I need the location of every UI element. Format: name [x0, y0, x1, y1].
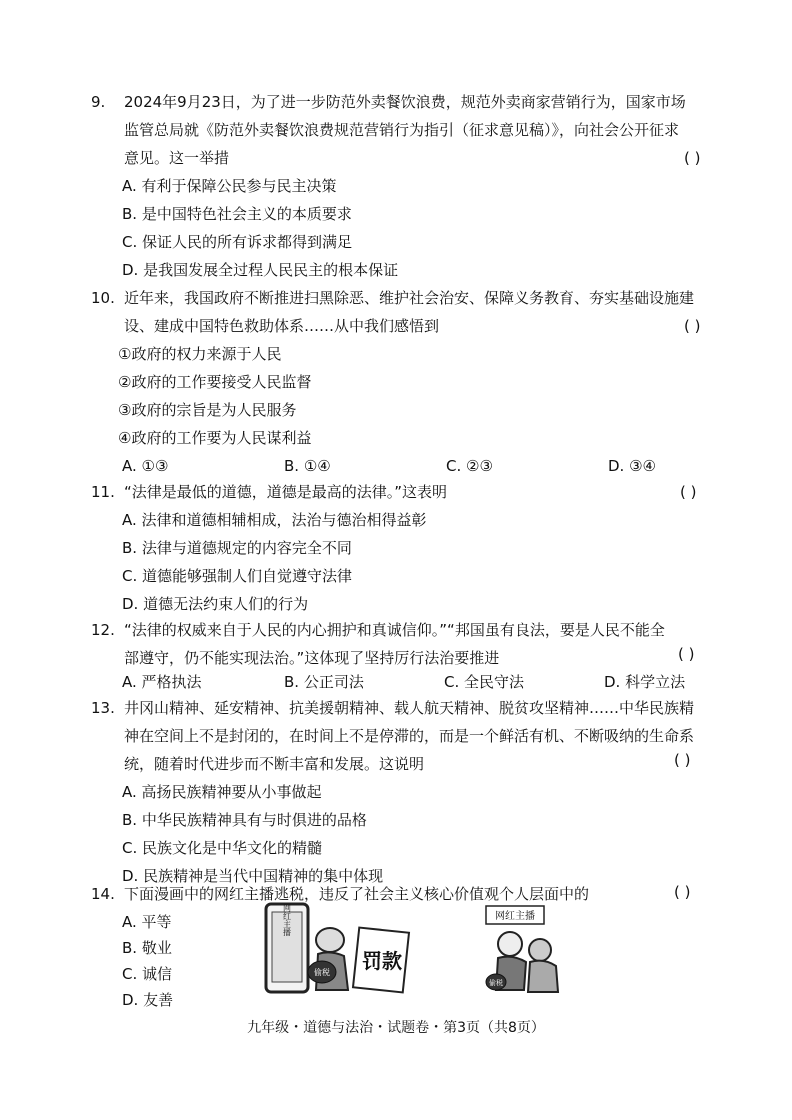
question-number: 12. [91, 621, 115, 639]
question-stem-line: 神在空间上不是封闭的，在时间上不是停滞的，而是一个鲜活有机、不断吸纳的生命系 [124, 727, 695, 745]
option-a: A. 平等 [122, 913, 172, 931]
question-number: 14. [91, 885, 115, 903]
option-d: D. ③④ [608, 457, 656, 475]
option-b: B. 敬业 [122, 939, 172, 957]
option-d: D. 是我国发展全过程人民民主的根本保证 [122, 261, 399, 279]
statement-item: ②政府的工作要接受人民监督 [118, 373, 312, 391]
question-stem-line: 统，随着时代进步而不断丰富和发展。这说明 [124, 755, 425, 773]
question-stem-line: 监管总局就《防范外卖餐饮浪费规范营销行为指引（征求意见稿）》，向社会公开征求 [124, 121, 680, 139]
statement-item: ①政府的权力来源于人民 [118, 345, 282, 363]
question-number: 9. [91, 93, 106, 111]
question-number: 10. [91, 289, 115, 307]
option-a: A. ①③ [122, 457, 169, 475]
question-stem-line: 设、建成中国特色救助体系……从中我们感悟到 [124, 317, 440, 335]
option-a: A. 严格执法 [122, 673, 202, 691]
cartoon-caught-illustration [466, 900, 576, 1000]
option-b: B. 公正司法 [284, 673, 364, 691]
option-a: A. 高扬民族精神要从小事做起 [122, 783, 322, 801]
question-stem-line: 近年来，我国政府不断推进扫黑除恶、维护社会治安、保障义务教育、夯实基础设施建 [124, 289, 695, 307]
statement-item: ④政府的工作要为人民谋利益 [118, 429, 312, 447]
question-stem-line: “法律是最低的道德，道德是最高的法律。”这表明 [124, 483, 448, 501]
question-stem-line: 2024年9月23日，为了进一步防范外卖餐饮浪费，规范外卖商家营销行为，国家市场 [124, 93, 686, 111]
option-a: A. 有利于保障公民参与民主决策 [122, 177, 337, 195]
cartoon-fine-illustration [262, 900, 412, 1000]
option-b: B. 法律与道德规定的内容完全不同 [122, 539, 352, 557]
option-a: A. 法律和道德相辅相成，法治与德治相得益彰 [122, 511, 427, 529]
question-stem-line: 下面漫画中的网红主播逃税，违反了社会主义核心价值观个人层面中的 [124, 885, 590, 903]
officer-body [528, 961, 558, 992]
option-c: C. ②③ [446, 457, 493, 475]
option-b: B. 中华民族精神具有与时俱进的品格 [122, 811, 367, 829]
option-c: C. 民族文化是中华文化的精髓 [122, 839, 323, 857]
phone-label: 网红主播 [282, 904, 292, 936]
figure-head [498, 932, 522, 956]
answer-parenthesis: ( ) [674, 751, 691, 769]
answer-parenthesis: ( ) [674, 883, 691, 901]
answer-parenthesis: ( ) [684, 149, 701, 167]
question-stem-line: 部遵守，仍不能实现法治。”这体现了坚持厉行法治要推进 [124, 649, 500, 667]
question-stem-line: “法律的权威来自于人民的内心拥护和真诚信仰。”“邦国虽有良法，要是人民不能全 [124, 621, 665, 639]
option-d: D. 道德无法约束人们的行为 [122, 595, 309, 613]
statement-item: ③政府的宗旨是为人民服务 [118, 401, 297, 419]
option-c: C. 道德能够强制人们自觉遵守法律 [122, 567, 353, 585]
option-d: D. 科学立法 [604, 673, 686, 691]
question-number: 11. [91, 483, 115, 501]
officer-head [529, 939, 551, 961]
option-d: D. 友善 [122, 991, 174, 1009]
option-b: B. 是中国特色社会主义的本质要求 [122, 205, 352, 223]
answer-parenthesis: ( ) [680, 483, 697, 501]
streamer-head [316, 928, 344, 952]
option-d: D. 民族精神是当代中国精神的集中体现 [122, 867, 384, 885]
option-c: C. 全民守法 [444, 673, 525, 691]
option-b: B. ①④ [284, 457, 331, 475]
bag-label: 偷税 [314, 968, 330, 977]
question-stem-line: 井冈山精神、延安精神、抗美援朝精神、载人航天精神、脱贫攻坚精神……中华民族精 [124, 699, 695, 717]
option-c: C. 诚信 [122, 965, 173, 983]
option-c: C. 保证人民的所有诉求都得到满足 [122, 233, 353, 251]
page-footer: 九年级・道德与法治・试题卷・第3页（共8页） [247, 1020, 545, 1036]
streamer-sign-text: 网红主播 [495, 911, 535, 922]
answer-parenthesis: ( ) [678, 645, 695, 663]
question-number: 13. [91, 699, 115, 717]
question-stem-line: 意见。这一举措 [124, 149, 230, 167]
answer-parenthesis: ( ) [684, 317, 701, 335]
fine-sign-text: 罚款 [362, 949, 402, 973]
bag-label: 偷税 [489, 979, 503, 987]
